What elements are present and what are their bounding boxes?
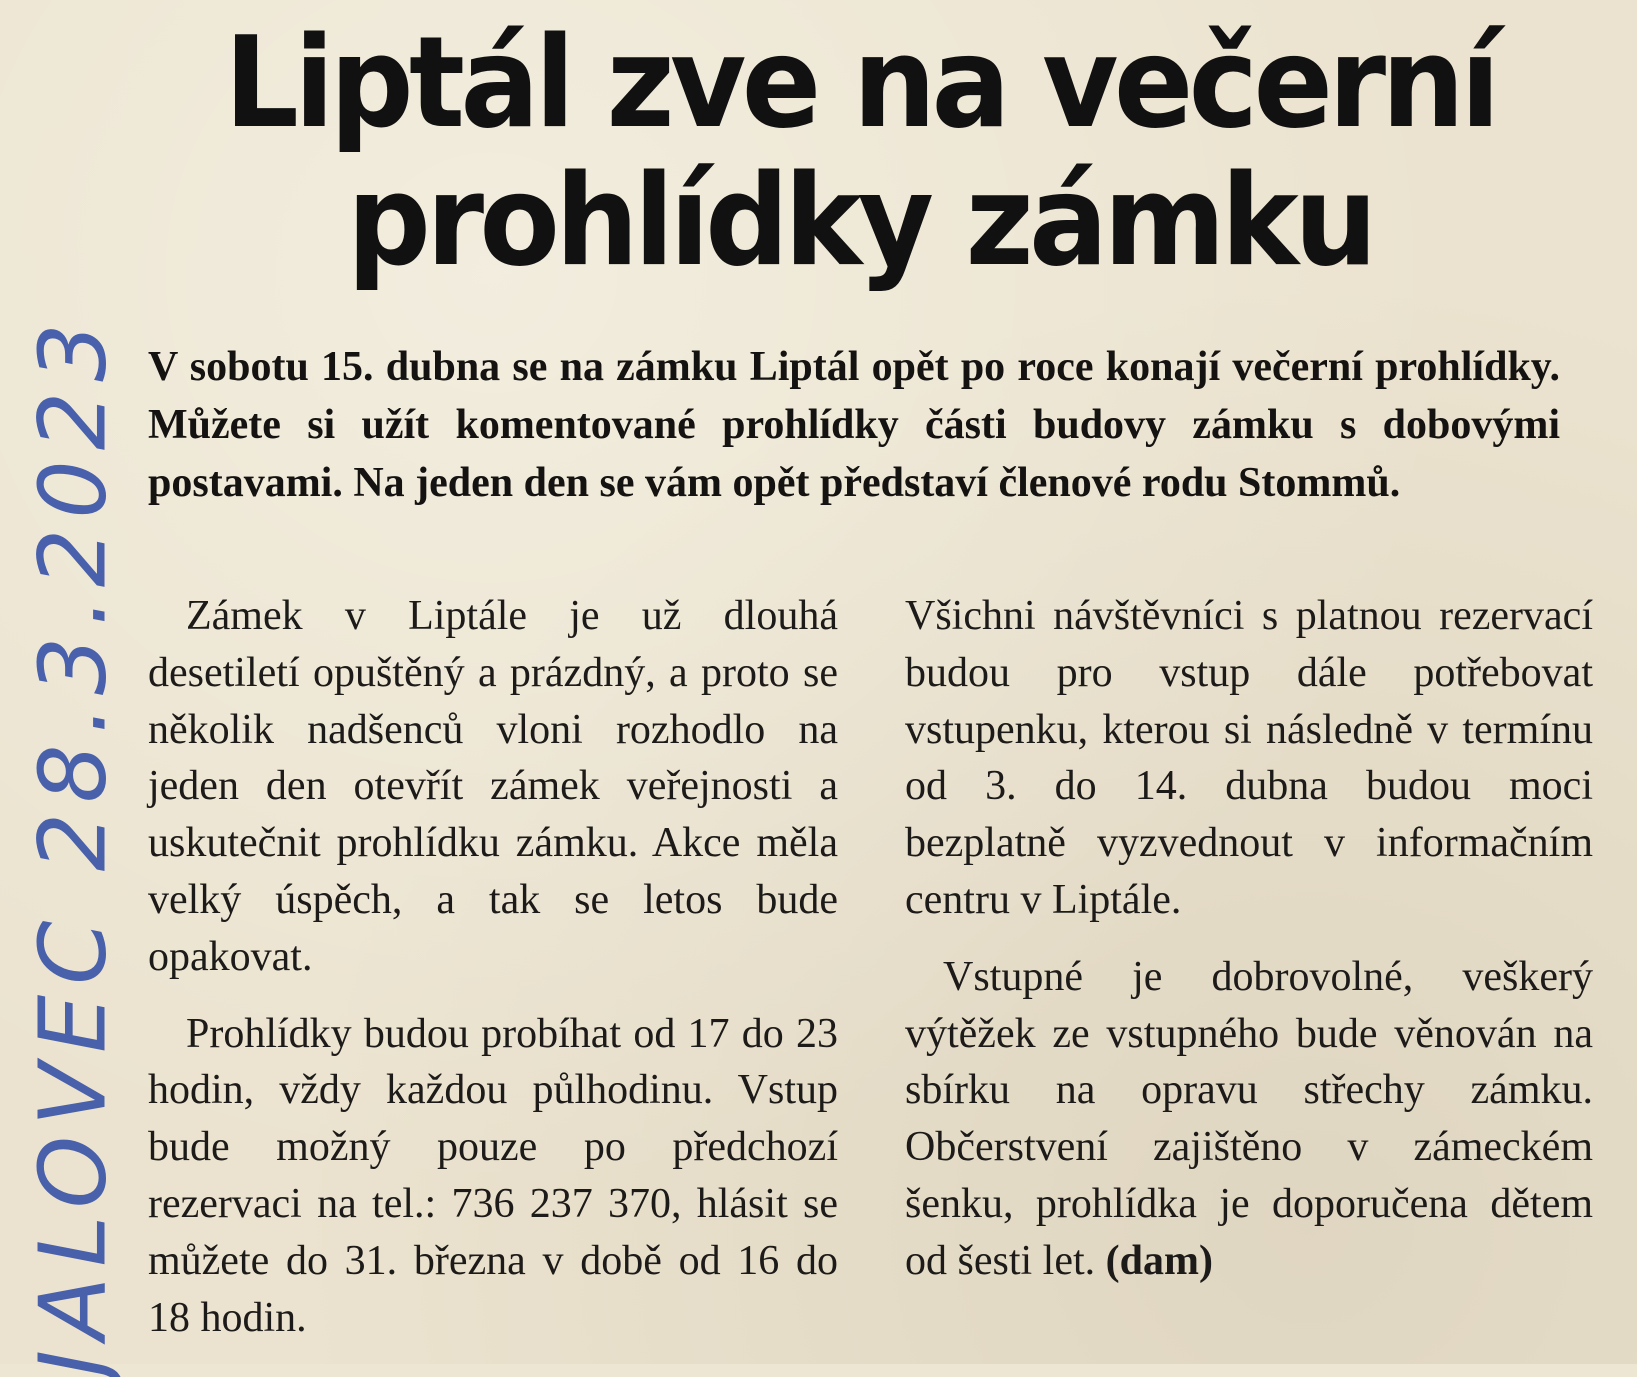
right-column-paragraph-2 — [905, 949, 1593, 1290]
article-column-right — [905, 588, 1593, 1310]
left-column-paragraph-1: Zámek v Liptále je už dlouhá desetiletí opuštěný a prázdný, a proto se několik nadšenců vloni rozhodlo na jeden den otevřít zámek veřejnosti a uskutečnit prohlídku zámku. Akce měla velký úspěch, a tak se letos bude opakovat. — [148, 593, 838, 980]
article-headline — [163, 9, 1558, 294]
handwritten-date-note: JALOVEC 28.3.2023 — [19, 313, 127, 1377]
article-column-left — [148, 588, 838, 1366]
right-column-paragraph-2-text: Vstupné je dobrovolné, veškerý výtěžek ze vstupného bude věnován na sbírku na opravu střechy zámku. Občerstvení zajištěno v zámeckém šenku, prohlídka je doporučena dětem od šesti let. — [905, 953, 1593, 1284]
article-lead-paragraph: V sobotu 15. dubna se na zámku Liptál opět po roce konají večerní prohlídky. Můžete si užít komentované prohlídky části budovy zámku s dobovými postavami. Na jeden den se vám opět představí členové rodu Stommů. — [148, 344, 1560, 506]
right-column-paragraph-1: Všichni návštěvníci s platnou rezervací budou pro vstup dále potřebovat vstupenku, kterou si následně v termínu od 3. do 14. dubna budou moci bezplatně vyzvednout v informačním centru v Liptále. — [905, 593, 1593, 923]
author-tag: (dam) — [1105, 1237, 1213, 1284]
left-column-paragraph-2: Prohlídky budou probíhat od 17 do 23 hodin, vždy každou půlhodinu. Vstup bude možný pouze po předchozí rezervaci na tel.: 736 237 370, hlásit se můžete do 31. března v době od 16 do 18 hodin. — [148, 1010, 838, 1341]
headline-line-1: Liptál zve na večerní — [224, 9, 1496, 156]
headline-line-2: prohlídky zámku — [347, 147, 1373, 294]
handwritten-source-note — [18, 313, 128, 1377]
